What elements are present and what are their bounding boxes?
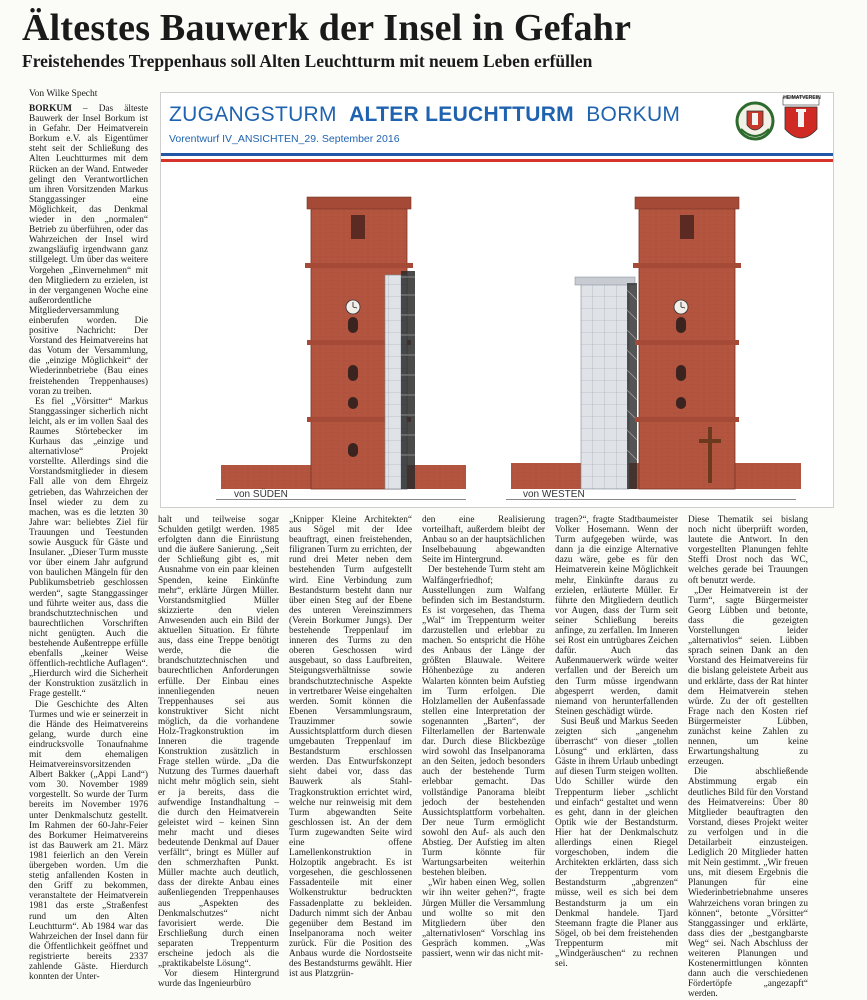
paragraph: Es fiel „Vörsitter“ Markus Stanggassinger sicherlich nicht leicht, als er im vollen Saal des Raumes Störtebecker im Kurhaus das „einzige und alternativlose“ Projekt vorstellte. Allerdings sind die Vorstandsmitglieder in diesem Fall alle von dem Ehrgeiz getrieben, das Wahrzeichen der Insel wieder zu dem zu machen, was es die letzten 30 Jahre war: beliebtes Ziel für Trauungen und Teestunden sowie Ausguck für Gäste und Insulaner. „Dieser Turm musste vor über einem Jahr aufgrund von baulichen Mängeln für den Publikumsbetrieb geschlossen werden“, sagte Stanggassinger und führte weiter aus, dass die brandschutztechnischen und baurechtlichen Vorschriften nicht genügten. Auch die bestehende Außentreppe erfülle ebenfalls „keiner Weise öffentlich-rechtliche Auflagen“. „Hierdurch wird die Sicherheit der Konstruktion zusätzlich in Frage gestellt.“ [29,396,148,700]
view-label-south: von SÜDEN [234,489,288,500]
paragraph: Die abschließende Abstimmung ergab ein deutliches Bild für den Vorstand des Heimatvereins: Über 80 Mitglieder beauftragten den Vorstand, dieses Projekt weiter zu verfolgen und in die Detailarbeit einzusteigen. Lediglich 20 Mitglieder hatten mit Nein gestimmt. „Wir freuen uns, mit diesem Ergebnis die Planungen für eine Wiederinbetriebnahme unseres Wahrzeichens voran bringen zu können“, betonte „Vörsitter“ Stanggassinger und erklärte, dass dies der „bestgangbarste Weg“ sei. Nach Abschluss der weiteren Planungen und Kostenermittlungen könnten dann auch die verschiedenen Fördertöpfe „angezapft“ werden. [688,767,808,1000]
paragraph: halt und teilweise sogar Schulden getilgt werden. 1985 erfolgten dann die Einrüstung und die äußere Sanierung. „Seit der Schließung gibt es, mit Ausnahme von ein paar kleinen Spenden, keine Einkünfte mehr“, erklärte Jürgen Müller. Vorstandsmitglied Müller skizzierte den vielen Anwesenden auch ein Bild der aktuellen Situation. Er führte aus, dass eine Treppe benötigt werde, die die brandschutztechnischen und baurechtlichen Anforderungen erfülle. Der Einbau eines innenliegenden neuen Treppenhauses sei aus konstruktiver Sicht nicht möglich, da die vorhandene Holz-Tragkonstruktion im Inneren die tragende Konstruktion zusätzlich in Frage stellen würde. „Da die Nutzung des Turmes dauerhaft nicht mehr möglich sein, sieht er ja bereits, dass die aufwendige Instandhaltung – die durch den Heimatverein geleistet wird – keinen Sinn mehr macht und dieses bedeutende Denkmal auf Dauer verfällt“, bringt es Müller auf den schmerzhaften Punkt. Müller machte auch deutlich, dass der direkte Anbau eines außenliegenden Treppenhauses aus „Aspekten des Denkmalschutzes“ nicht favorisiert werde. Die Erschließung durch einen separaten Treppenturm erscheine jedoch als die „praktikabelste Lösung“. [158,515,279,970]
article-subheadline: Freistehendes Treppenhaus soll Alten Leuchtturm mit neuem Leben erfüllen [22,51,593,71]
architect-rendering-figure [160,92,834,508]
paragraph: „Knipper Kleine Architekten“ aus Sögel mit der Idee beauftragt, einen freistehenden, filigranen Turm zu errichten, der rund drei Meter neben dem bestehenden Turm aufgestellt wird. Eine Verbindung zum Bestandsturm besteht dann nur über einen Steg auf der Ebene des unteren Vereinszimmers (Verein Borkumer Jungs). Der bestehende Treppenlauf im inneren des Turms zu den oberen Geschossen wird ausgebaut, so dass Laufbreiten, Steigungsverhältnisse sowie brandschutztechnische Aspekte in vertretbarer Weise eingehalten werden. Somit können die Ebenen Versammlungsraum, Trauzimmer sowie Aussichtsplattform durch diesen umgebauten Treppenlauf im Bestandsturm erschlossen werden. Das Entwurfskonzept sieht dabei vor, dass das Bauwerk als Stahl-Tragkonstruktion errichtet wird, welche nur reinweisig mit dem Turm abgewandten Seite geschlossen ist. An der dem Turm zugewandten Seite wird eine offene Lamellenkonstruktion in Holzoptik angebracht. Es ist vorgesehen, die geschlossenen Fassadenteile mit einer Wolkenstruktur bedruckten Fassadenplatte zu bekleiden. Dadurch nimmt sich der Anbau gegenüber dem Bestand im Inselpanorama noch weiter zurück. Für die Position des Anbaus wurde die Nordostseite des Bestandsturms gewählt. Hier ist aus Platzgrün- [289,515,412,980]
paragraph: Die Geschichte des Alten Turmes und wie er seinerzeit in die Hände des Heimatvereins gelang, wurde durch eine eindrucksvolle Tonaufnahme mit dem ehemaligen Heimatvereinsvorsitzenden Albert Bakker („Appi Land“) vom 30. November 1989 vorgestellt. So wurde der Turm bereits im November 1976 unter Denkmalschutz gestellt. Im Rahmen der 60-Jahr-Feier des Borkumer Heimatvereins ist das Bauwerk am 21. März 1981 feierlich an den Verein übergeben worden. Um die stetig anfallenden Kosten in den Griff zu bekommen, veranstaltete der Heimatverein 1981 das erste „Straßenfest rund um den Alten Leuchtturm“. Ab 1984 war das Wahrzeichen der Insel dann für die Öffentlichkeit geöffnet und registrierte bereits 2337 zahlende Gäste. Hierdurch konnten der Unter- [29,699,148,983]
article-column-5 [555,515,678,987]
old-lighthouse [639,205,735,489]
figure-title [169,103,680,127]
article-byline: Von Wilke Specht [29,89,98,99]
figure-title-prefix: ZUGANGSTURM [169,103,337,126]
paragraph: den eine Realisierung vorteilhaft, außerdem bleibt der Anbau so an der hauptsächlichen Inselbebauung abgewandten Seite im Hintergrund. [422,515,545,566]
paragraph: „Der Heimatverein ist der Turm“, sagte Bürgermeister Georg Lübben und betonte, dass die gezeigten Vorstellungen leider „alternativlos“ seien. Lübben sprach seinen Dank an den Vorstand des Heimatvereins für die bislang geleistete Arbeit aus und erklärte, dass der Rat hinter dem Heimatverein stehen würde. Zu der oft gestellten Frage nach den Kosten rief Bürgermeister Lübben, zunächst keine Zahlen zu nennen, um keine Erwartungshaltung zu erzeugen. [688,585,808,768]
paragraph [29,104,148,397]
figure-subtitle: Vorentwurf IV_ANSICHTEN_29. September 2016 [169,133,400,145]
paragraph: Susi Beuß und Markus Seeden zeigten sich „angenehm überrascht“ von dieser „tollen Lösung“ und erklärten, dass Gäste in ihrem Urlaub unbedingt auf diesen Turm steigen wollten. Udo Schiller würde den Treppenturm lieber „schlicht und einfach“ gestaltet und wenn es geht, dann in der gleichen Optik wie der Bestandsturm. Hier hat der Denkmalschutz allerdings einen Riegel vorgeschoben, indem die Architekten erklärten, dass sich der Treppenturm vom Bestandsturm „abgrenzen“ müsse, weil es sich bei dem Bestandsturm ja um ein Denkmal handele. Tjard Steemann fragte die Planer aus Sögel, ob bei dem freistehenden Treppenturm mit „Windgeräuschen“ zu rechnen sei. [555,716,678,970]
new-stair-tower [581,283,629,489]
paragraph: Der bestehende Turm steht am Walfängerfriedhof; Ausstellungen zum Walfang befinden sich im Bestandsturm. Es ist vorgesehen, das Thema „Wal“ im Treppenturm weiter darzustellen und erlebbar zu machen. So entspricht die Höhe des Anbaus der Länge der größten Blauwale. Weitere Höhenbezüge zu anderen Walarten könnten beim Aufstieg im Turm erfolgen. Die Holzlamellen der Außenfassade stellen eine Interpretation der sogenannten „Barten“, der Filterlamellen der Bartenwale dar. Durch diese Blickbezüge wird sowohl das Inselpanorama an den Seiten, jedoch besonders auch der bestehende Turm erlebbar gemacht. Das vollständige Panorama bleibt jedoch der bestehenden Aussichtsplattform vorbehalten. Der neue Turm ermöglicht sowohl den Auf- als auch den Abstieg. Der Aufstieg im alten Turm könnte für Wartungsarbeiten weiterhin bestehen bleiben. [422,565,545,879]
towers-drawing [161,165,833,501]
article-column-2 [158,515,279,990]
paragraph: Vor diesem Hintergrund wurde das Ingenieurbüro [158,969,279,990]
figure-title-suffix: BORKUM [586,103,681,126]
borkum-coat-of-arms-icon [735,95,775,149]
paragraph: „Wir haben einen Weg, sollen wir ihn weiter gehen?“, fragte Jürgen Müller die Versammlung und wollte so mit den Mitgliedern über den „alternativlosen“ Vorschlag ins Gespräch kommen. „Was passiert, wenn wir das nicht mit- [422,878,545,960]
article-column-6 [688,515,808,1000]
paragraph-text: – Das älteste Bauwerk der Insel Borkum ist in Gefahr. Der Heimatverein Borkum e.V. als Eigentümer steht seit der Schließung des Alten Leuchtturmes mit dem Rücken an der Wand. Entweder gelingt den Verantwortlichen um ihren Vorsitzenden Markus Stanggassinger eine Möglichkeit, das Denkmal wieder in den „normalen“ Betrieb zu überführen, oder das Wahrzeichen der Insel wird zwangsläufig irgendwann ganz stillgelegt. Um über das weitere Vorgehen „Einvernehmen“ mit den Mitgliedern zu erzielen, ist in der vergangenen Woche eine außerordentliche Mitgliederversammlung einberufen worden. Die positive Nachricht: Der Vorstand des Heimatvereins hat das Votum der Versammlung, die „einzige Möglichkeit“ der Wiederinnbetriebe (Bau eines freistehenden Treppenhauses) voran zu treiben. [29,104,148,397]
figure-title-bold: ALTER LEUCHTTURM [349,103,574,126]
tower-view-west [511,197,801,489]
heimatverein-logo-icon [781,95,821,149]
view-label-west: von WESTEN [523,489,585,500]
dateline: BORKUM [29,104,72,114]
article-column-1 [29,104,148,988]
frisian-flag-stripe [161,153,833,162]
heimatverein-logo-text: HEIMATVEREIN [783,95,821,101]
article-column-4 [422,515,545,987]
paragraph: tragen?“, fragte Stadtbaumeister Volker Hosemann. Wenn der Turm aufgegeben würde, was dann ja die einzige Alternative dazu wäre, gebe es für den Heimatverein keine Möglichkeit mehr, Einkünfte daraus zu erzielen, erläuterte Müller. Er führte den Mitgliedern deutlich vor Augen, dass der Turm seit seiner Schließung bereits anfinge, zu zerfallen. Im Inneren sei Rost ein untrügbares Zeichen dafür. Auch das Außenmauerwerk würde weiter verfallen und der Bereich um den Turm müsse irgendwann abgesperrt werden, damit niemand von herunterfallenden Steinen geschädigt würde. [555,515,678,717]
article-headline: Ältestes Bauwerk der Insel in Gefahr [22,7,632,49]
tower-view-south [221,197,466,489]
paragraph: Diese Thematik sei bislang noch nicht überprüft worden, lautete die Antwort. In den vorgestellten Planungen fehlte Steffi Drost noch das WC, welches gerade bei Trauungen oft benutzt werde. [688,515,808,586]
article-column-3 [289,515,412,987]
